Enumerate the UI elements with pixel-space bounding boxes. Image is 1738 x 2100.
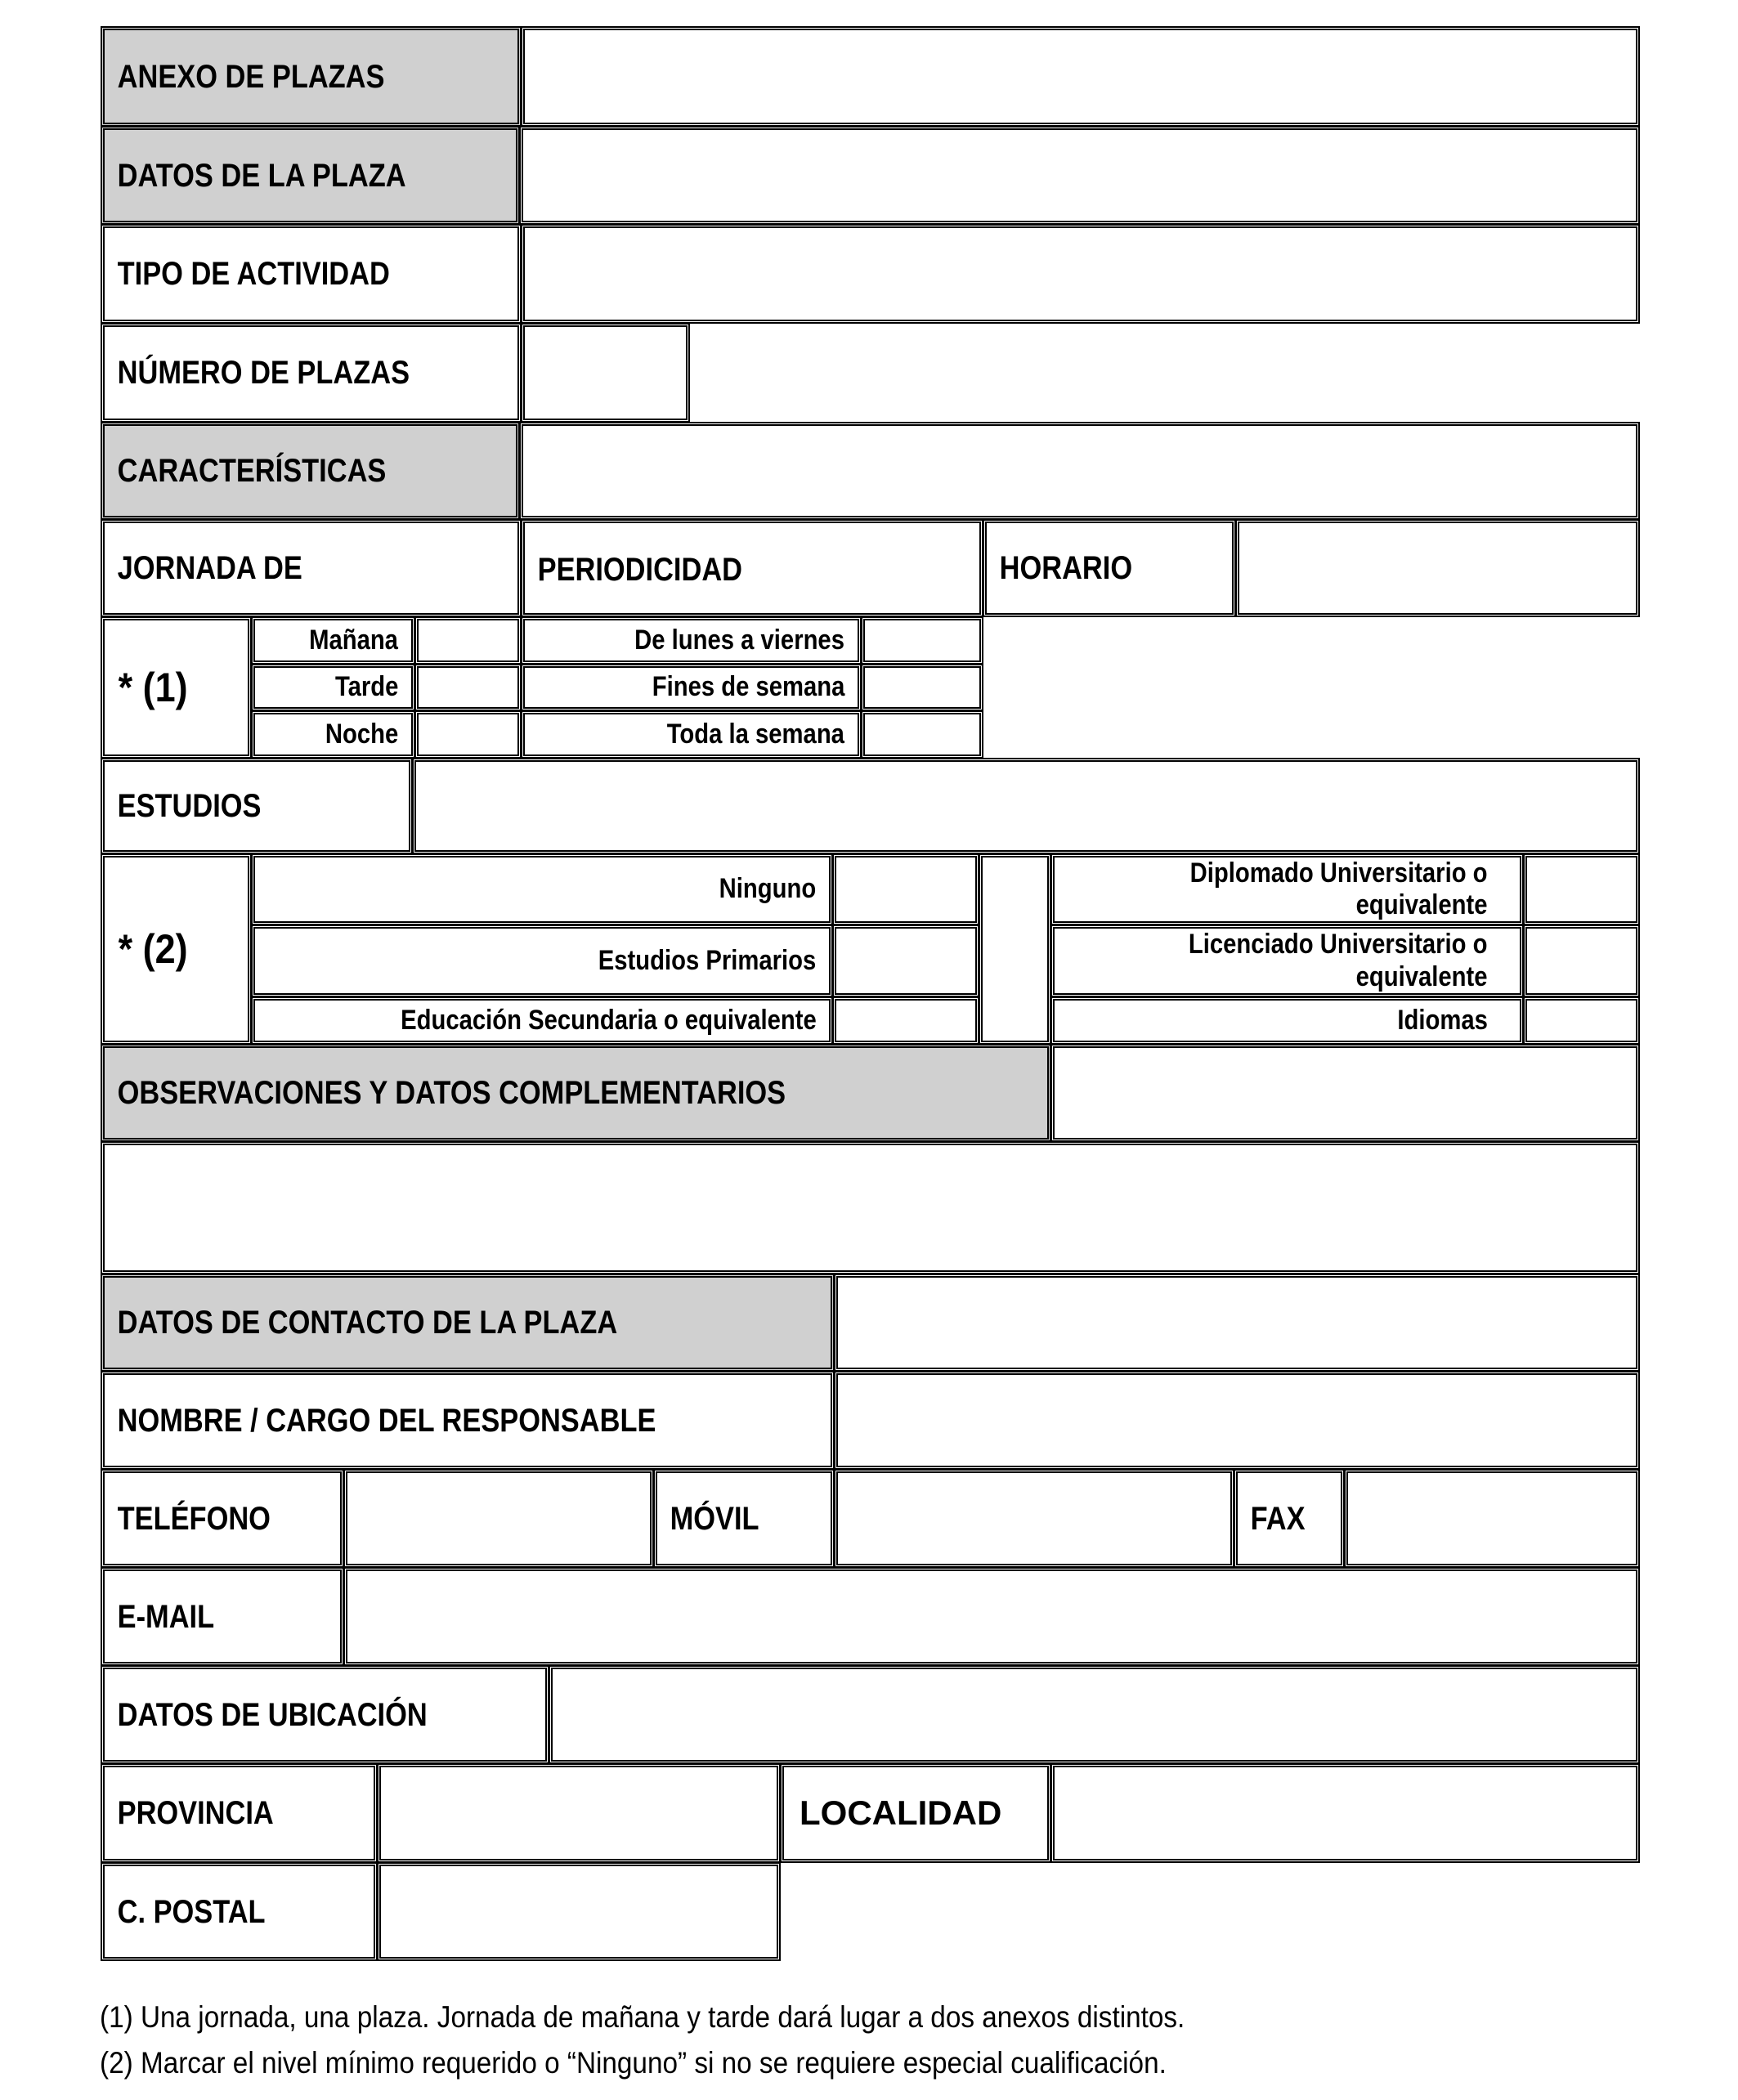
footnote-2: (2) Marcar el nivel mínimo requerido o “Ninguno” si no se requiere especial cualificación. (100, 2046, 1167, 2080)
jornada-header: JORNADA DE (117, 550, 302, 586)
provincia-field[interactable] (377, 1763, 781, 1863)
diplomado-line-1: Diplomado Universitario o (1189, 857, 1488, 889)
tipo-actividad-field[interactable] (521, 224, 1640, 324)
periodicidad-option-ts: Toda la semana (667, 718, 845, 750)
lunes-viernes-checkbox[interactable] (861, 616, 983, 665)
caracteristicas-field[interactable] (519, 422, 1640, 520)
estudios-idiomas-label: Idiomas (1396, 1004, 1488, 1036)
observaciones-field[interactable] (101, 1141, 1640, 1274)
primarios-checkbox[interactable] (832, 925, 979, 997)
estudios-licenciado-label (1189, 925, 1504, 997)
estudios-diplomado-label (1189, 853, 1504, 925)
estudios-secundaria-label: Educación Secundaria o equivalente (400, 1004, 817, 1036)
telefono-label: TELÉFONO (117, 1500, 271, 1537)
periodicidad-header: PERIODICIDAD (537, 552, 743, 588)
fines-semana-checkbox[interactable] (861, 664, 983, 711)
toda-semana-checkbox[interactable] (861, 710, 983, 759)
telefono-field[interactable] (343, 1469, 654, 1568)
estudios-primarios-label: Estudios Primarios (598, 944, 817, 976)
provincia-label: PROVINCIA (117, 1795, 274, 1831)
jornada-option-noche: Noche (325, 718, 399, 750)
anexo-field[interactable] (521, 26, 1640, 127)
localidad-label: LOCALIDAD (800, 1793, 1002, 1832)
periodicidad-option-fs: Fines de semana (652, 671, 845, 703)
estudios-spacer-cell (979, 853, 1051, 1045)
caracteristicas-label: CARACTERÍSTICAS (117, 453, 387, 489)
idiomas-checkbox[interactable] (1523, 996, 1640, 1045)
jornada-option-tarde: Tarde (334, 671, 399, 703)
postal-field[interactable] (377, 1862, 781, 1961)
secundaria-checkbox[interactable] (832, 996, 979, 1045)
movil-field[interactable] (834, 1469, 1234, 1568)
localidad-field[interactable] (1050, 1763, 1640, 1863)
licenciado-line-2: equivalente (1355, 960, 1488, 992)
ref2-label: * (2) (118, 925, 188, 972)
responsable-field[interactable] (834, 1371, 1640, 1470)
postal-label: C. POSTAL (117, 1893, 266, 1930)
diplomado-line-2: equivalente (1355, 889, 1488, 920)
fax-label: FAX (1250, 1500, 1306, 1537)
estudios-label: ESTUDIOS (117, 788, 262, 824)
horario-header: HORARIO (999, 550, 1133, 586)
horario-field[interactable] (1235, 519, 1640, 617)
periodicidad-option-lv: De lunes a viernes (634, 624, 845, 656)
manana-checkbox[interactable] (414, 616, 522, 665)
observaciones-header-field (1050, 1044, 1640, 1142)
responsable-label: NOMBRE / CARGO DEL RESPONSABLE (117, 1402, 656, 1439)
datos-plaza-label: DATOS DE LA PLAZA (117, 157, 406, 194)
observaciones-label: OBSERVACIONES Y DATOS COMPLEMENTARIOS (117, 1075, 786, 1111)
noche-checkbox[interactable] (414, 710, 522, 759)
contacto-field (834, 1274, 1640, 1372)
licenciado-line-1: Licenciado Universitario o (1188, 929, 1488, 960)
email-field[interactable] (343, 1567, 1640, 1666)
estudios-ninguno-label: Ninguno (719, 873, 817, 905)
estudios-field[interactable] (412, 758, 1640, 854)
datos-plaza-field[interactable] (519, 126, 1640, 225)
contacto-label: DATOS DE CONTACTO DE LA PLAZA (117, 1305, 618, 1341)
fax-field[interactable] (1344, 1469, 1640, 1568)
ref1-label: * (1) (118, 664, 188, 710)
numero-plazas-field[interactable] (521, 323, 690, 423)
licenciado-checkbox[interactable] (1523, 925, 1640, 997)
tipo-actividad-label: TIPO DE ACTIVIDAD (117, 256, 390, 292)
anexo-label: ANEXO DE PLAZAS (117, 58, 385, 95)
footnote-1: (1) Una jornada, una plaza. Jornada de mañana y tarde dará lugar a dos anexos distintos. (100, 2000, 1185, 2034)
jornada-option-manana: Mañana (309, 624, 399, 656)
email-label: E-MAIL (117, 1598, 215, 1635)
tarde-checkbox[interactable] (414, 664, 522, 711)
ubicacion-label: DATOS DE UBICACIÓN (117, 1696, 428, 1733)
diplomado-checkbox[interactable] (1523, 853, 1640, 925)
ninguno-checkbox[interactable] (832, 853, 979, 925)
ubicacion-field[interactable] (549, 1665, 1640, 1764)
movil-label: MÓVIL (670, 1500, 759, 1537)
numero-plazas-label: NÚMERO DE PLAZAS (117, 355, 410, 391)
